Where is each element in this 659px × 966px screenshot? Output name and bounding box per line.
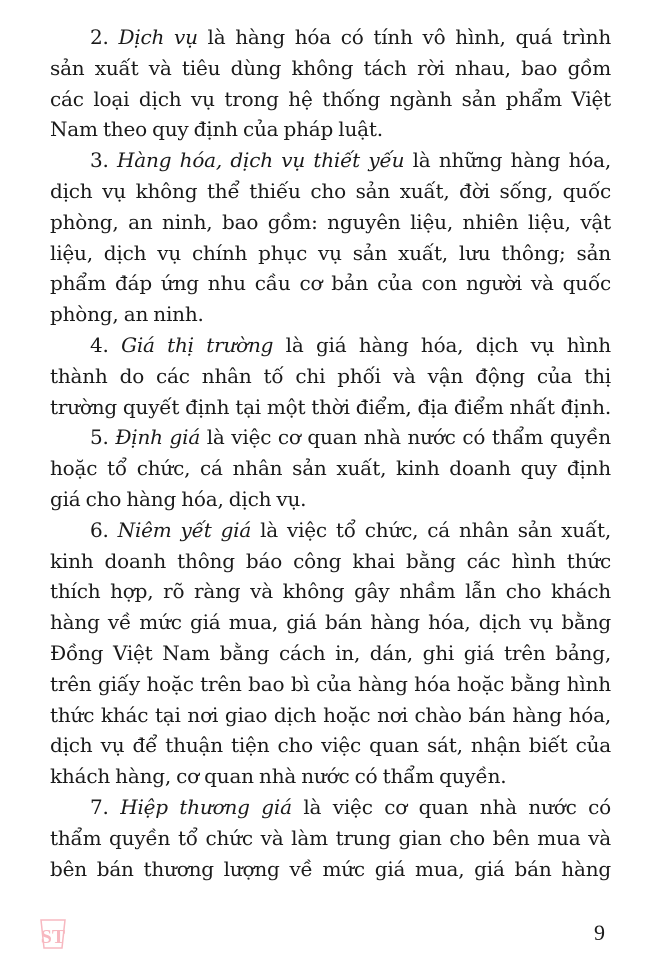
paragraph-line: liệu, dịch vụ chính phục vụ sản xuất, lưu thông; sản: [50, 240, 611, 265]
paragraph-line: trên giấy hoặc trên bao bì của hàng hóa hoặc bằng hình: [50, 671, 611, 696]
paragraph-line: thích hợp, rõ ràng và không gây nhầm lẫn cho khách: [50, 579, 611, 604]
page-body: [50, 22, 611, 884]
defined-term: Định giá: [115, 425, 201, 450]
paragraph-line: kinh doanh thông báo công khai bằng các hình thức: [50, 548, 611, 573]
paragraph-line: hàng về mức giá mua, giá bán hàng hóa, dịch vụ bằng: [50, 610, 611, 635]
line-text: là những hàng hóa,: [404, 148, 611, 173]
paragraph: [50, 515, 611, 792]
paragraph-line: dịch vụ để thuận tiện cho việc quan sát, nhận biết của: [50, 733, 611, 758]
defined-term: Hiệp thương giá: [120, 794, 292, 819]
paragraph-line: phẩm đáp ứng nhu cầu cơ bản của con người và quốc: [50, 271, 611, 296]
line-text: là việc tổ chức, cá nhân sản xuất,: [251, 517, 611, 542]
paragraph-line: hoặc tổ chức, cá nhân sản xuất, kinh doanh quy định: [50, 456, 611, 481]
line-text: là việc cơ quan nhà nước có: [291, 794, 611, 819]
line-text: là giá hàng hóa, dịch vụ hình: [273, 332, 611, 357]
paragraph-line: sản xuất và tiêu dùng không tách rời nhau, bao gồm: [50, 55, 611, 80]
publisher-logo: [40, 918, 66, 950]
paragraph-line: [50, 422, 611, 453]
paragraph-line: Nam theo quy định của pháp luật.: [50, 117, 383, 142]
item-number: 7.: [90, 794, 109, 819]
paragraph-line: bên bán thương lượng về mức giá mua, giá bán hàng: [50, 856, 611, 881]
paragraph: [50, 792, 611, 884]
paragraph-line: Đồng Việt Nam bằng cách in, dán, ghi giá trên bảng,: [50, 640, 611, 665]
item-number: 5.: [90, 425, 109, 450]
item-number: 4.: [90, 332, 109, 357]
paragraph-line: trường quyết định tại một thời điểm, địa điểm nhất định.: [50, 394, 611, 419]
paragraph-line: phòng, an ninh, bao gồm: nguyên liệu, nhiên liệu, vật: [50, 209, 611, 234]
paragraph-line: giá cho hàng hóa, dịch vụ.: [50, 486, 307, 511]
line-text: là việc cơ quan nhà nước có thẩm quyền: [200, 425, 611, 450]
defined-term: Hàng hóa, dịch vụ thiết yếu: [117, 148, 405, 173]
paragraph: [50, 422, 611, 514]
defined-term: Niêm yết giá: [117, 517, 252, 542]
defined-term: Giá thị trường: [121, 332, 274, 357]
paragraph-line: [50, 22, 611, 53]
paragraph-line: [50, 792, 611, 823]
paragraph-line: thức khác tại nơi giao dịch hoặc nơi chào bán hàng hóa,: [50, 702, 611, 727]
paragraph: [50, 330, 611, 422]
paragraph-line: các loại dịch vụ trong hệ thống ngành sản phẩm Việt: [50, 86, 611, 111]
paragraph-line: thẩm quyền tổ chức và làm trung gian cho bên mua và: [50, 825, 611, 850]
item-number: 3.: [90, 148, 109, 173]
item-number: 6.: [90, 517, 109, 542]
paragraph-line: phòng, an ninh.: [50, 302, 204, 327]
paragraph-line: khách hàng, cơ quan nhà nước có thẩm quyền.: [50, 764, 507, 789]
svg-text:ST: ST: [40, 926, 66, 948]
paragraph: [50, 145, 611, 330]
paragraph-line: [50, 515, 611, 546]
defined-term: Dịch vụ: [118, 25, 198, 49]
paragraph-line: [50, 330, 611, 361]
paragraph-line: thành do các nhân tố chi phối và vận động của thị: [50, 363, 611, 388]
paragraph: [50, 22, 611, 145]
paragraph-line: [50, 145, 611, 176]
paragraph-line: dịch vụ không thể thiếu cho sản xuất, đời sống, quốc: [50, 178, 611, 203]
page-number: 9: [594, 920, 605, 945]
item-number: 2.: [90, 25, 109, 49]
line-text: là hàng hóa có tính vô hình, quá trình: [197, 25, 611, 49]
